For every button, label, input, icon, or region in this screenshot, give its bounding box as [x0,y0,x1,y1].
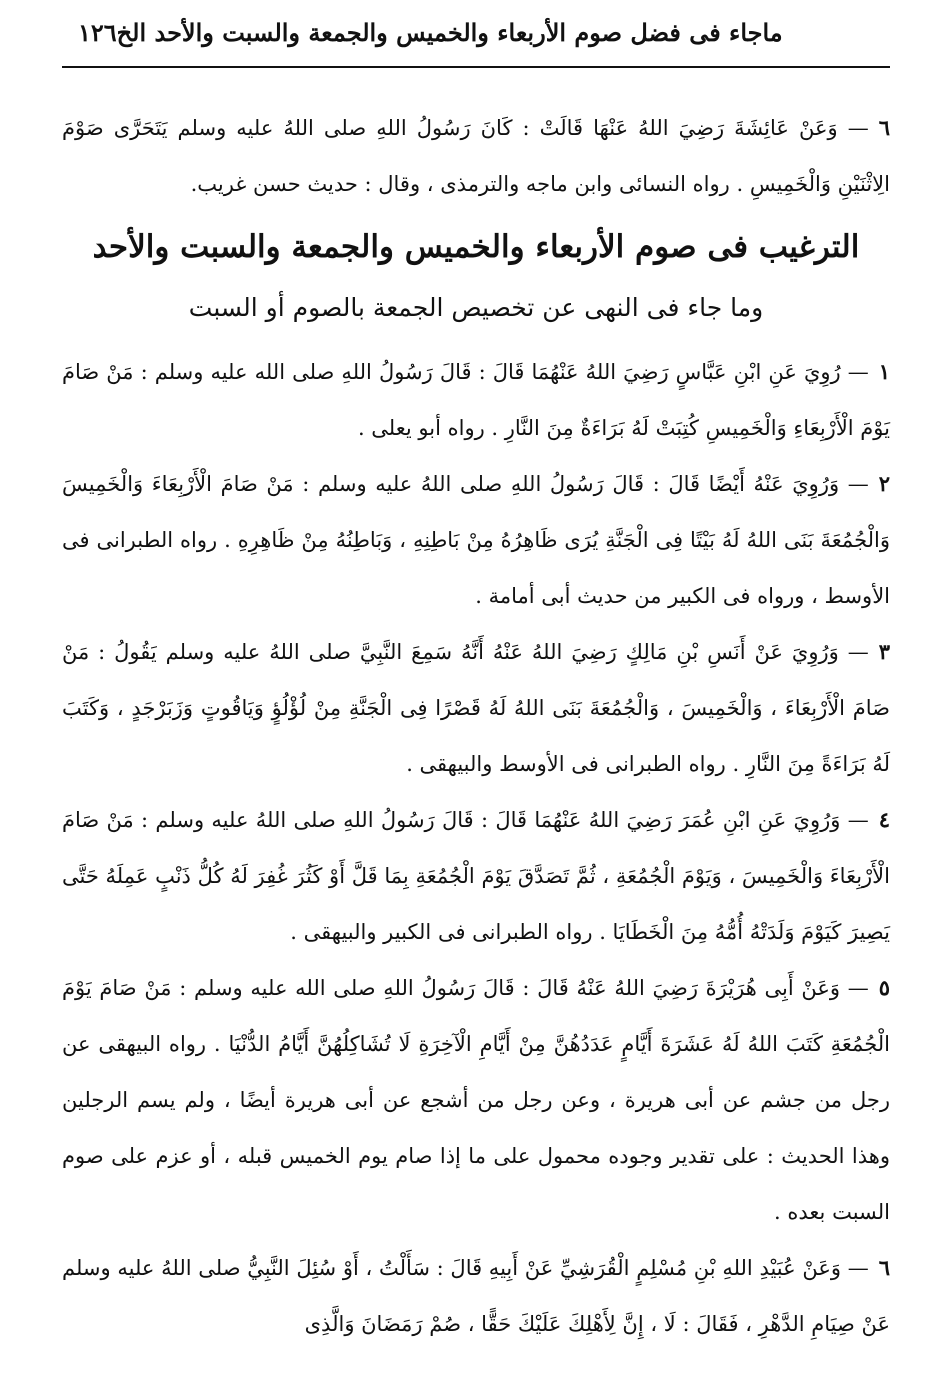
hadith-text: — وَعَنْ عُبَيْدِ اللهِ بْنِ مُسْلِمٍ الْقُرَشِيِّ عَنْ أَبِيهِ قَالَ : سَأَلْتُ ، أَوْ سُئِلَ النَّبِيُّ صلى اللهُ عليه وسلم عَنْ صِيَامِ الدَّهْرِ ، فَقَالَ : لَا ، إِنَّ لِأَهْلِكَ عَلَيْكَ حَقًّا ، صُمْ رَمَضَانَ وَالَّذِى [62,1256,890,1336]
hadith-paragraph [62,792,890,960]
hadith-text: — وَعَنْ أَبِى هُرَيْرَةَ رَضِيَ اللهُ عَنْهُ قَالَ : قَالَ رَسُولُ اللهِ صلى الله عليه وسلم : مَنْ صَامَ يَوْمَ الْجُمُعَةِ كَتَبَ اللهُ لَهُ عَشَرَةَ أَيَّامٍ عَدَدُهُنَّ مِنْ أَيَّامِ الْآخِرَةِ لَا تُشَاكِلُهُنَّ أَيَّامُ الدُّنْيَا . رواه البيهقى عن رجل من جشم عن أبى هريرة ، وعن رجل من أشجع عن أبى هريرة أيضًا ، ولم يسم الرجلين وهذا الحديث : على تقدير وجوده محمول على ما إذا صام يوم الخميس قبله ، أو عزم على صوم السبت بعده . [62,976,890,1224]
hadith-paragraph [62,624,890,792]
header-divider [62,66,890,68]
hadith-text: — وَرُوِيَ عَنْهُ أَيْضًا قَالَ : قَالَ رَسُولُ اللهِ صلى اللهُ عليه وسلم : مَنْ صَامَ الْأَرْبِعَاءَ وَالْخَمِيسَ وَالْجُمُعَةَ بَنَى اللهُ لَهُ بَيْتًا فِى الْجَنَّةِ يُرَى ظَاهِرُهُ مِنْ بَاطِنِهِ ، وَبَاطِنُهُ مِنْ ظَاهِرِهِ . رواه الطبرانى فى الأوسط ، ورواه فى الكبير من حديث أبى أمامة . [62,472,890,608]
hadith-paragraph [62,1240,890,1352]
hadith-paragraph [62,456,890,624]
section-subtitle: وما جاء فى النهى عن تخصيص الجمعة بالصوم أو السبت [188,293,764,322]
page-number: ١٢٦ [78,18,117,47]
section-title: الترغيب فى صوم الأربعاء والخميس والجمعة والسبت والأحد [92,229,860,265]
hadith-number: ٣ [878,639,890,664]
hadith-text: — رُوِيَ عَنِ ابْنِ عَبَّاسٍ رَضِيَ اللهُ عَنْهُمَا قَالَ : قَالَ رَسُولُ اللهِ صلى الله عليه وسلم : مَنْ صَامَ يَوْمَ الْأَرْبِعَاءِ وَالْخَمِيسِ كُتِبَتْ لَهُ بَرَاءَةٌ مِنَ النَّارِ . رواه أبو يعلى . [62,360,890,440]
page-body [62,100,890,1352]
hadith-text: — وَرُوِيَ عَنِ ابْنِ عُمَرَ رَضِيَ اللهُ عَنْهُمَا قَالَ : قَالَ رَسُولُ اللهِ صلى اللهُ عليه وسلم : مَنْ صَامَ الْأَرْبِعَاءَ وَالْخَمِيسَ ، وَيَوْمَ الْجُمُعَةِ ، ثُمَّ تَصَدَّقَ يَوْمَ الْجُمُعَةِ بِمَا قَلَّ أَوْ كَثُرَ غُفِرَ لَهُ كُلُّ ذَنْبٍ عَمِلَهُ حَتَّى يَصِيرَ كَيَوْمَ وَلَدَتْهُ أُمُّهُ مِنَ الْخَطَايَا . رواه الطبرانى فى الكبير والبيهقى . [62,808,890,944]
hadith-paragraph [62,344,890,456]
hadith-number: ٤ [878,807,890,832]
hadith-number: ٥ [878,975,890,1000]
running-header [60,18,890,47]
hadith-text: — وَعَنْ عَائِشَةَ رَضِيَ اللهُ عَنْهَا قَالَتْ : كَانَ رَسُولُ اللهِ صلى اللهُ عليه وسلم يَتَحَرَّى صَوْمَ الِاثْنَيْنِ وَالْخَمِيسِ . رواه النسائى وابن ماجه والترمذى ، وقال : حديث حسن غريب. [62,116,890,196]
hadith-number: ٦ [878,115,890,140]
hadith-number: ٦ [878,1255,890,1280]
hadith-paragraph [62,960,890,1240]
hadith-text: — وَرُوِيَ عَنْ أَنَسِ بْنِ مَالِكٍ رَضِيَ اللهُ عَنْهُ أَنَّهُ سَمِعَ النَّبِيَّ صلى اللهُ عليه وسلم يَقُولُ : مَنْ صَامَ الْأَرْبِعَاءَ ، وَالْخَمِيسَ ، وَالْجُمُعَةَ بَنَى اللهُ لَهُ قَصْرًا فِى الْجَنَّةِ مِنْ لُؤْلُؤٍ وَيَاقُوتٍ وَزَبَرْجَدٍ ، وَكَتَبَ لَهُ بَرَاءَةً مِنَ النَّارِ . رواه الطبرانى فى الأوسط والبيهقى . [62,640,890,776]
hadith-number: ٢ [878,471,890,496]
hadith-number: ١ [878,359,890,384]
running-title: ماجاء فى فضل صوم الأربعاء والخميس والجمعة والسبت والأحد الخ [116,18,783,47]
intro-hadith [62,100,890,212]
